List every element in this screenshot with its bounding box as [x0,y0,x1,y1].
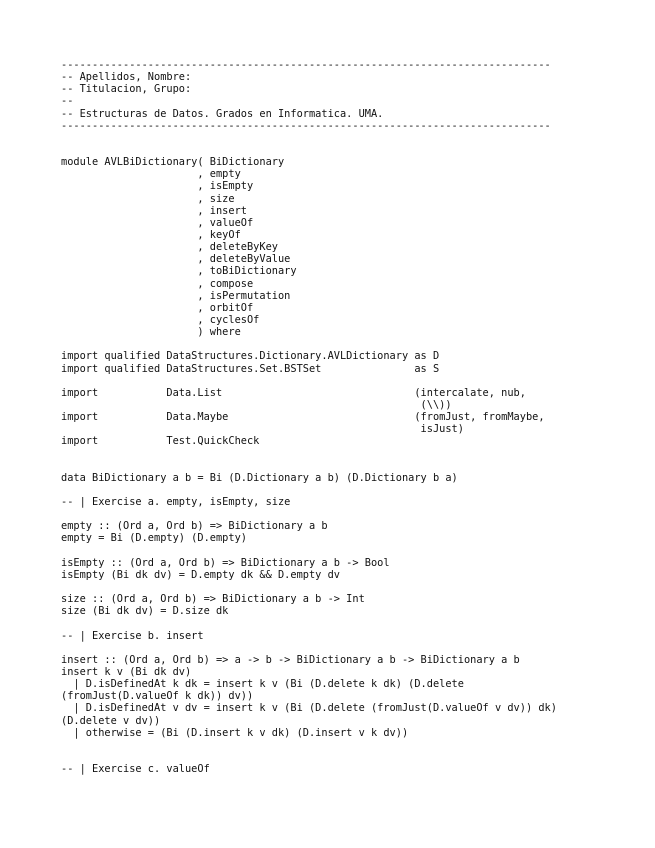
code-line [61,739,621,751]
code-line: ------------------------------------------------------------------------------- [61,59,551,71]
code-line: , toBiDictionary [61,265,297,278]
code-line: import Data.Maybe (fromJust, fromMaybe, [61,411,545,424]
code-line [61,545,621,557]
code-line: isEmpty :: (Ord a, Ord b) => BiDictionary a b -> Bool [61,556,390,569]
code-line: size :: (Ord a, Ord b) => BiDictionary a b -> Int [61,593,365,606]
code-line: | D.isDefinedAt v dv = insert k v (Bi (D.delete (fromJust(D.valueOf v dv)) dk) [61,702,557,715]
code-line: module AVLBiDictionary( BiDictionary [61,156,285,169]
code-line: , compose [61,277,254,290]
code-line: ) where [61,326,241,339]
code-line: empty :: (Ord a, Ord b) => BiDictionary a b [61,520,328,533]
code-line: , valueOf [61,216,254,229]
code-line: -- Titulacion, Grupo: [61,83,192,96]
code-line [61,508,621,520]
code-line: -- Estructuras de Datos. Grados en Informatica. UMA. [61,107,384,120]
code-line: , empty [61,168,241,181]
code-line [61,375,621,387]
code-line [61,338,621,350]
code-line [61,448,621,460]
code-line: data BiDictionary a b = Bi (D.Dictionary a b) (D.Dictionary b a) [61,471,458,484]
code-line [61,617,621,629]
code-line: , deleteByKey [61,241,278,254]
code-line: import qualified DataStructures.Set.BSTSet as S [61,362,440,375]
code-line: insert :: (Ord a, Ord b) => a -> b -> BiDictionary a b -> BiDictionary a b [61,653,520,666]
code-line: -- | Exercise a. empty, isEmpty, size [61,496,291,509]
code-line: , cyclesOf [61,313,260,326]
code-line: import qualified DataStructures.Dictionary.AVLDictionary as D [61,350,440,363]
code-line: -- [61,95,74,108]
code-line: ------------------------------------------------------------------------------- [61,119,551,132]
code-line [61,751,621,763]
code-line: , orbitOf [61,301,254,314]
code-line: , deleteByValue [61,253,291,266]
code-line: -- Apellidos, Nombre: [61,71,192,84]
code-line [61,132,621,144]
code-line: insert k v (Bi dk dv) [61,666,192,679]
code-line: (fromJust(D.valueOf k dk)) dv)) [61,690,254,703]
code-line [61,484,621,496]
code-line: (\\)) [61,398,452,411]
code-line: , size [61,192,235,205]
code-line: | otherwise = (Bi (D.insert k v dk) (D.insert v k dv)) [61,726,409,739]
code-line [61,144,621,156]
code-line: -- | Exercise c. valueOf [61,763,210,776]
code-line: | D.isDefinedAt k dk = insert k v (Bi (D.delete k dk) (D.delete [61,678,464,691]
code-line: empty = Bi (D.empty) (D.empty) [61,532,247,545]
code-line [61,642,621,654]
code-line [61,581,621,593]
code-line: import Test.QuickCheck [61,435,260,448]
code-line: (D.delete v dv)) [61,714,161,727]
code-line: -- | Exercise b. insert [61,629,204,642]
code-line: , keyOf [61,228,241,241]
source-code-block [61,59,621,775]
code-line [61,460,621,472]
code-line: , isPermutation [61,289,291,302]
code-line: size (Bi dk dv) = D.size dk [61,605,229,618]
code-line: , insert [61,204,247,217]
code-line: isJust) [61,423,464,436]
code-line: import Data.List (intercalate, nub, [61,386,526,399]
code-line: , isEmpty [61,180,254,193]
code-line: isEmpty (Bi dk dv) = D.empty dk && D.empty dv [61,568,340,581]
